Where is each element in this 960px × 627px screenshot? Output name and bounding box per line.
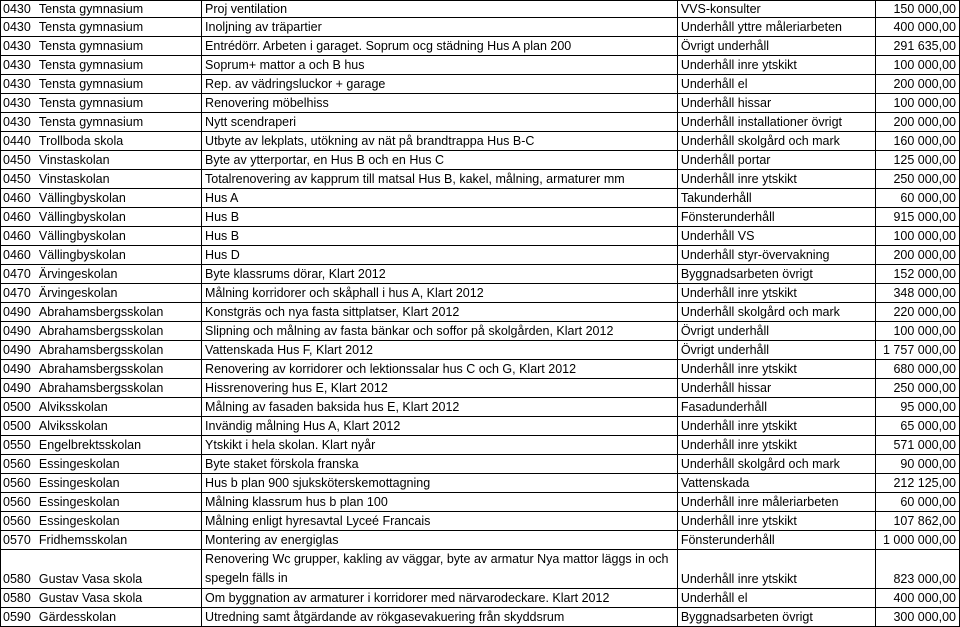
amount-cell[interactable]: 1 757 000,00 — [876, 341, 960, 360]
description-cell[interactable]: Utredning samt åtgärdande av rökgasevakuering från skyddsrum — [202, 608, 678, 627]
table-row — [1, 398, 960, 417]
description-cell[interactable]: Målning enligt hyresavtal Lyceé Francais — [202, 512, 678, 531]
table-row — [1, 56, 960, 75]
unit-code-cell[interactable]: 0500 — [1, 398, 36, 417]
category-cell[interactable]: VVS-konsulter — [677, 1, 875, 18]
category-cell[interactable]: Underhåll installationer övrigt — [677, 113, 875, 132]
description-cell[interactable]: Vattenskada Hus F, Klart 2012 — [202, 341, 678, 360]
unit-code-cell[interactable]: 0490 — [1, 341, 36, 360]
school-name-cell[interactable]: Gustav Vasa skola — [36, 589, 202, 608]
description-cell[interactable]: Hissrenovering hus E, Klart 2012 — [202, 379, 678, 398]
table-row — [1, 589, 960, 608]
category-cell[interactable]: Underhåll VS — [677, 227, 875, 246]
description-cell[interactable]: Hus A — [202, 189, 678, 208]
unit-code-cell[interactable]: 0440 — [1, 132, 36, 151]
unit-code-cell[interactable]: 0430 — [1, 37, 36, 56]
school-name-cell[interactable]: Tensta gymnasium — [36, 113, 202, 132]
unit-code-cell[interactable]: 0560 — [1, 493, 36, 512]
school-name-cell[interactable]: Essingeskolan — [36, 493, 202, 512]
amount-cell[interactable]: 100 000,00 — [876, 227, 960, 246]
unit-code-cell[interactable]: 0430 — [1, 75, 36, 94]
unit-code-cell[interactable]: 0560 — [1, 474, 36, 493]
unit-code-cell[interactable]: 0470 — [1, 284, 36, 303]
amount-cell[interactable]: 65 000,00 — [876, 417, 960, 436]
table-row — [1, 512, 960, 531]
amount-cell[interactable]: 915 000,00 — [876, 208, 960, 227]
unit-code-cell[interactable]: 0580 — [1, 550, 36, 589]
unit-code-cell[interactable]: 0460 — [1, 208, 36, 227]
school-name-cell[interactable]: Vinstaskolan — [36, 170, 202, 189]
description-cell[interactable]: Inoljning av träpartier — [202, 18, 678, 37]
amount-cell[interactable]: 400 000,00 — [876, 589, 960, 608]
unit-code-cell[interactable]: 0490 — [1, 379, 36, 398]
category-cell[interactable]: Vattenskada — [677, 474, 875, 493]
amount-cell[interactable]: 680 000,00 — [876, 360, 960, 379]
table-row — [1, 303, 960, 322]
description-cell[interactable]: Hus B — [202, 227, 678, 246]
description-cell[interactable]: Slipning och målning av fasta bänkar och soffor på skolgården, Klart 2012 — [202, 322, 678, 341]
category-cell[interactable]: Underhåll el — [677, 75, 875, 94]
amount-cell[interactable]: 160 000,00 — [876, 132, 960, 151]
school-name-cell[interactable]: Tensta gymnasium — [36, 94, 202, 113]
unit-code-cell[interactable]: 0550 — [1, 436, 36, 455]
category-cell[interactable]: Byggnadsarbeten övrigt — [677, 608, 875, 627]
description-cell[interactable]: Konstgräs och nya fasta sittplatser, Klart 2012 — [202, 303, 678, 322]
table-row — [1, 208, 960, 227]
amount-cell[interactable]: 107 862,00 — [876, 512, 960, 531]
unit-code-cell[interactable]: 0430 — [1, 56, 36, 75]
school-name-cell[interactable]: Trollboda skola — [36, 132, 202, 151]
unit-code-cell[interactable]: 0560 — [1, 512, 36, 531]
amount-cell[interactable]: 250 000,00 — [876, 170, 960, 189]
amount-cell[interactable]: 212 125,00 — [876, 474, 960, 493]
unit-code-cell[interactable]: 0450 — [1, 151, 36, 170]
school-name-cell[interactable]: Tensta gymnasium — [36, 18, 202, 37]
amount-cell[interactable]: 100 000,00 — [876, 56, 960, 75]
description-cell[interactable]: Renovering Wc grupper, kakling av väggar, byte av armatur Nya mattor läggs in och spegeln fälls in — [202, 550, 678, 589]
unit-code-cell[interactable]: 0500 — [1, 417, 36, 436]
category-cell[interactable]: Underhåll inre ytskikt — [677, 436, 875, 455]
table-row — [1, 436, 960, 455]
amount-cell[interactable]: 400 000,00 — [876, 18, 960, 37]
table-row — [1, 550, 960, 589]
category-cell[interactable]: Underhåll styr-övervakning — [677, 246, 875, 265]
category-cell[interactable]: Underhåll inre ytskikt — [677, 284, 875, 303]
school-name-cell[interactable]: Vinstaskolan — [36, 151, 202, 170]
table-row — [1, 94, 960, 113]
category-cell[interactable]: Övrigt underhåll — [677, 322, 875, 341]
amount-cell[interactable]: 200 000,00 — [876, 75, 960, 94]
description-cell[interactable]: Ytskikt i hela skolan. Klart nyår — [202, 436, 678, 455]
category-cell[interactable]: Underhåll inre måleriarbeten — [677, 493, 875, 512]
category-cell[interactable]: Övrigt underhåll — [677, 341, 875, 360]
school-name-cell[interactable]: Ärvingeskolan — [36, 284, 202, 303]
table-row — [1, 265, 960, 284]
table-row — [1, 227, 960, 246]
table-row — [1, 474, 960, 493]
amount-cell[interactable]: 250 000,00 — [876, 379, 960, 398]
school-name-cell[interactable]: Vällingbyskolan — [36, 227, 202, 246]
table-row — [1, 189, 960, 208]
category-cell[interactable]: Underhåll inre ytskikt — [677, 512, 875, 531]
school-name-cell[interactable]: Gärdesskolan — [36, 608, 202, 627]
unit-code-cell[interactable]: 0460 — [1, 189, 36, 208]
category-cell[interactable]: Fasadunderhåll — [677, 398, 875, 417]
amount-cell[interactable]: 300 000,00 — [876, 608, 960, 627]
amount-cell[interactable]: 125 000,00 — [876, 151, 960, 170]
description-cell[interactable]: Proj ventilation — [202, 1, 678, 18]
unit-code-cell[interactable]: 0430 — [1, 18, 36, 37]
description-cell[interactable]: Totalrenovering av kapprum till matsal Hus B, kakel, målning, armaturer mm — [202, 170, 678, 189]
table-row — [1, 417, 960, 436]
category-cell[interactable]: Underhåll skolgård och mark — [677, 132, 875, 151]
category-cell[interactable]: Fönsterunderhåll — [677, 531, 875, 550]
amount-cell[interactable]: 571 000,00 — [876, 436, 960, 455]
school-name-cell[interactable]: Vällingbyskolan — [36, 208, 202, 227]
unit-code-cell[interactable]: 0490 — [1, 303, 36, 322]
amount-cell[interactable]: 100 000,00 — [876, 94, 960, 113]
description-cell[interactable]: Invändig målning Hus A, Klart 2012 — [202, 417, 678, 436]
amount-cell[interactable]: 60 000,00 — [876, 493, 960, 512]
school-name-cell[interactable]: Gustav Vasa skola — [36, 550, 202, 589]
unit-code-cell[interactable]: 0430 — [1, 113, 36, 132]
school-name-cell[interactable]: Vällingbyskolan — [36, 189, 202, 208]
unit-code-cell[interactable]: 0590 — [1, 608, 36, 627]
description-cell[interactable]: Utbyte av lekplats, utökning av nät på brandtrappa Hus B-C — [202, 132, 678, 151]
description-cell[interactable]: Målning av fasaden baksida hus E, Klart 2012 — [202, 398, 678, 417]
description-cell[interactable]: Nytt scendraperi — [202, 113, 678, 132]
unit-code-cell[interactable]: 0570 — [1, 531, 36, 550]
unit-code-cell[interactable]: 0580 — [1, 589, 36, 608]
amount-cell[interactable]: 152 000,00 — [876, 265, 960, 284]
category-cell[interactable]: Underhåll hissar — [677, 94, 875, 113]
category-cell[interactable]: Underhåll inre ytskikt — [677, 417, 875, 436]
unit-code-cell[interactable]: 0490 — [1, 360, 36, 379]
description-cell[interactable]: Hus D — [202, 246, 678, 265]
unit-code-cell[interactable]: 0470 — [1, 265, 36, 284]
description-cell[interactable]: Entrédörr. Arbeten i garaget. Soprum ocg städning Hus A plan 200 — [202, 37, 678, 56]
school-name-cell[interactable]: Essingeskolan — [36, 455, 202, 474]
description-cell[interactable]: Om byggnation av armaturer i korridorer med närvarodeckare. Klart 2012 — [202, 589, 678, 608]
description-cell[interactable]: Byte klassrums dörar, Klart 2012 — [202, 265, 678, 284]
table-row — [1, 493, 960, 512]
school-name-cell[interactable]: Abrahamsbergsskolan — [36, 379, 202, 398]
table-row — [1, 1, 960, 18]
amount-cell[interactable]: 291 635,00 — [876, 37, 960, 56]
unit-code-cell[interactable]: 0490 — [1, 322, 36, 341]
category-cell[interactable]: Fönsterunderhåll — [677, 208, 875, 227]
table-row — [1, 455, 960, 474]
table-row — [1, 531, 960, 550]
category-cell[interactable]: Underhåll yttre måleriarbeten — [677, 18, 875, 37]
school-name-cell[interactable]: Alviksskolan — [36, 398, 202, 417]
school-name-cell[interactable]: Essingeskolan — [36, 512, 202, 531]
unit-code-cell[interactable]: 0460 — [1, 227, 36, 246]
school-name-cell[interactable]: Fridhemsskolan — [36, 531, 202, 550]
description-cell[interactable]: Montering av energiglas — [202, 531, 678, 550]
school-name-cell[interactable]: Abrahamsbergsskolan — [36, 341, 202, 360]
category-cell[interactable]: Underhåll inre ytskikt — [677, 170, 875, 189]
table-row — [1, 75, 960, 94]
school-name-cell[interactable]: Abrahamsbergsskolan — [36, 303, 202, 322]
table-row — [1, 132, 960, 151]
table-row — [1, 113, 960, 132]
description-cell[interactable]: Renovering av korridorer och lektionssalar hus C och G, Klart 2012 — [202, 360, 678, 379]
description-cell[interactable]: Hus b plan 900 sjuksköterskemottagning — [202, 474, 678, 493]
description-cell[interactable]: Byte staket förskola franska — [202, 455, 678, 474]
description-cell[interactable]: Målning klassrum hus b plan 100 — [202, 493, 678, 512]
unit-code-cell[interactable]: 0460 — [1, 246, 36, 265]
school-name-cell[interactable]: Engelbrektsskolan — [36, 436, 202, 455]
table-row — [1, 341, 960, 360]
amount-cell[interactable]: 220 000,00 — [876, 303, 960, 322]
unit-code-cell[interactable]: 0430 — [1, 1, 36, 18]
description-cell[interactable]: Soprum+ mattor a och B hus — [202, 56, 678, 75]
category-cell[interactable]: Takunderhåll — [677, 189, 875, 208]
table-row — [1, 18, 960, 37]
amount-cell[interactable]: 200 000,00 — [876, 113, 960, 132]
category-cell[interactable]: Byggnadsarbeten övrigt — [677, 265, 875, 284]
amount-cell[interactable]: 60 000,00 — [876, 189, 960, 208]
school-name-cell[interactable]: Tensta gymnasium — [36, 56, 202, 75]
school-name-cell[interactable]: Essingeskolan — [36, 474, 202, 493]
school-name-cell[interactable]: Abrahamsbergsskolan — [36, 322, 202, 341]
unit-code-cell[interactable]: 0450 — [1, 170, 36, 189]
school-name-cell[interactable]: Alviksskolan — [36, 417, 202, 436]
amount-cell[interactable]: 823 000,00 — [876, 550, 960, 589]
description-cell[interactable]: Byte av ytterportar, en Hus B och en Hus C — [202, 151, 678, 170]
amount-cell[interactable]: 90 000,00 — [876, 455, 960, 474]
category-cell[interactable]: Underhåll skolgård och mark — [677, 455, 875, 474]
category-cell[interactable]: Underhåll skolgård och mark — [677, 303, 875, 322]
description-cell[interactable]: Renovering möbelhiss — [202, 94, 678, 113]
table-row — [1, 151, 960, 170]
description-cell[interactable]: Målning korridorer och skåphall i hus A, Klart 2012 — [202, 284, 678, 303]
description-cell[interactable]: Hus B — [202, 208, 678, 227]
table-row — [1, 37, 960, 56]
amount-cell[interactable]: 95 000,00 — [876, 398, 960, 417]
category-cell[interactable]: Underhåll el — [677, 589, 875, 608]
category-cell[interactable]: Underhåll portar — [677, 151, 875, 170]
amount-cell[interactable]: 100 000,00 — [876, 322, 960, 341]
table-row — [1, 170, 960, 189]
unit-code-cell[interactable]: 0560 — [1, 455, 36, 474]
school-name-cell[interactable]: Tensta gymnasium — [36, 75, 202, 94]
table-row — [1, 284, 960, 303]
table-row — [1, 379, 960, 398]
amount-cell[interactable]: 150 000,00 — [876, 1, 960, 18]
amount-cell[interactable]: 200 000,00 — [876, 246, 960, 265]
table-body — [1, 1, 960, 627]
table-row — [1, 246, 960, 265]
category-cell[interactable]: Underhåll inre ytskikt — [677, 56, 875, 75]
table-row — [1, 360, 960, 379]
school-name-cell[interactable]: Tensta gymnasium — [36, 1, 202, 18]
table-row — [1, 322, 960, 341]
category-cell[interactable]: Underhåll hissar — [677, 379, 875, 398]
school-name-cell[interactable]: Ärvingeskolan — [36, 265, 202, 284]
category-cell[interactable]: Underhåll inre ytskikt — [677, 360, 875, 379]
category-cell[interactable]: Underhåll inre ytskikt — [677, 550, 875, 589]
description-cell[interactable]: Rep. av vädringsluckor + garage — [202, 75, 678, 94]
amount-cell[interactable]: 1 000 000,00 — [876, 531, 960, 550]
school-name-cell[interactable]: Vällingbyskolan — [36, 246, 202, 265]
category-cell[interactable]: Övrigt underhåll — [677, 37, 875, 56]
amount-cell[interactable]: 348 000,00 — [876, 284, 960, 303]
school-name-cell[interactable]: Abrahamsbergsskolan — [36, 360, 202, 379]
school-name-cell[interactable]: Tensta gymnasium — [36, 37, 202, 56]
unit-code-cell[interactable]: 0430 — [1, 94, 36, 113]
